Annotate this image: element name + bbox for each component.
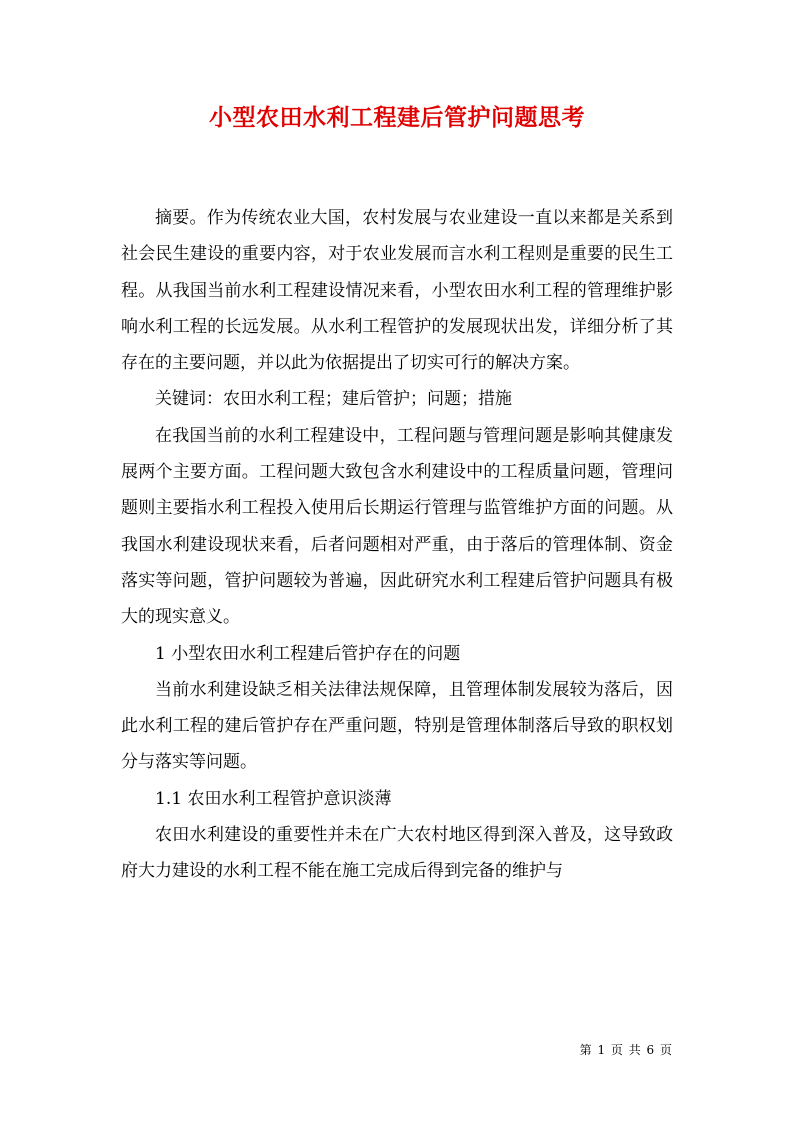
document-title: 小型农田水利工程建后管护问题思考 <box>209 104 585 131</box>
intro-paragraph: 在我国当前的水利工程建设中，工程问题与管理问题是影响其健康发展两个主要方面。工程问题大致包含水利建设中的工程质量问题，管理问题则主要指水利工程投入使用后长期运行管理与监管维护方面的问题。从我国水利建设现状来看，后者问题相对严重，由于落后的管理体制、资金落实等问题，管护问题较为普遍，因此研究水利工程建后管护问题具有极大的现实意义。 <box>121 425 673 628</box>
keywords-paragraph: 关键词：农田水利工程；建后管护；问题；措施 <box>155 389 512 410</box>
section-heading-1: 1 小型农田水利工程建后管护存在的问题 <box>155 643 461 664</box>
abstract-paragraph: 摘要。作为传统农业大国，农村发展与农业建设一直以来都是关系到社会民生建设的重要内容，对于农业发展而言水利工程则是重要的民生工程。从我国当前水利工程建设情况来看，小型农田水利工程的管理维护影响水利工程的长远发展。从水利工程管护的发展现状出发，详细分析了其存在的主要问题，并以此为依据提出了切实可行的解决方案。 <box>121 208 673 374</box>
document-body <box>121 200 673 890</box>
page-number-footer: 第 1 页 共 6 页 <box>579 1043 673 1057</box>
subsection-1-1-paragraph: 农田水利建设的重要性并未在广大农村地区得到深入普及，这导致政府大力建设的水利工程不能在施工完成后得到完备的维护与 <box>121 825 673 882</box>
subsection-heading-1-1: 1.1 农田水利工程管护意识淡薄 <box>155 788 392 809</box>
section-1-paragraph: 当前水利建设缺乏相关法律法规保障，且管理体制发展较为落后，因此水利工程的建后管护存在严重问题，特别是管理体制落后导致的职权划分与落实等问题。 <box>121 679 673 773</box>
